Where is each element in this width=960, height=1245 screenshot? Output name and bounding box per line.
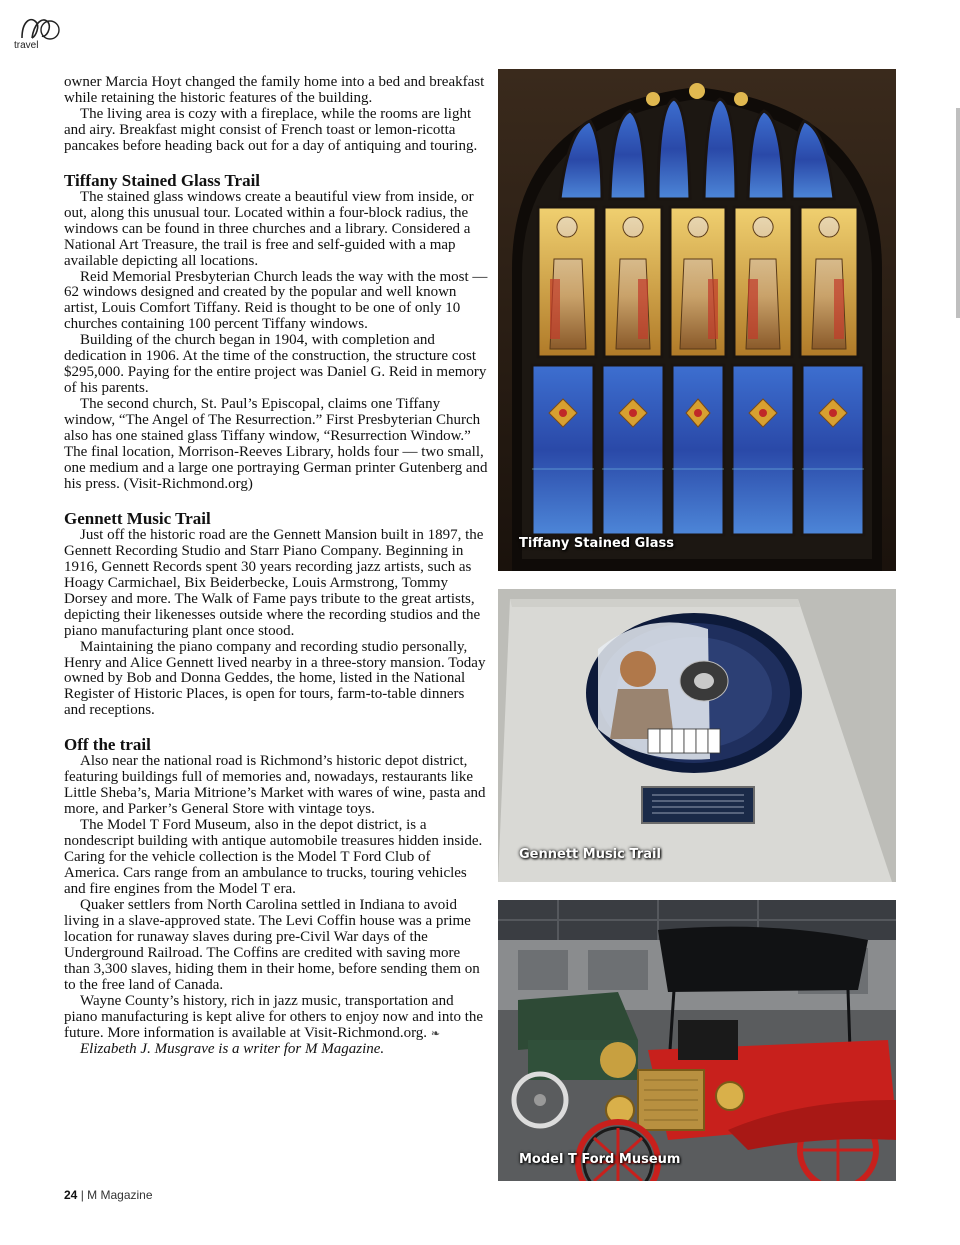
- photo-caption: Gennett Music Trail: [519, 847, 661, 862]
- article-body: [64, 75, 488, 1058]
- section-label: travel: [14, 40, 39, 51]
- body-paragraph: [64, 994, 488, 1043]
- body-paragraph: The second church, St. Paul’s Episcopal, claims one Tiffany window, “The Angel of The Resurrection.” First Presbyterian Church also has one stained glass Tiffany window, “Resurrection Window.” The final location, Morrison-Reeves Library, holds four — two small, one medium and a large one portraying German printer Gutenberg and his press. (Visit-Richmond.org): [64, 396, 488, 492]
- body-paragraph: The stained glass windows create a beautiful view from inside, or out, along this unusual tour. Located within a four-block radius, the windows can be found in three churches and a library. Considered a National Art Treasure, the trail is free and self-guided with a map available depicting all locations.: [64, 188, 474, 269]
- walk-of-fame-illustration: [498, 589, 896, 882]
- section-heading-gennett: Gennett Music Trail: [64, 508, 211, 528]
- page-number: 24: [64, 1188, 78, 1202]
- section-heading-tiffany: Tiffany Stained Glass Trail: [64, 170, 261, 190]
- photo-tiffany-stained-glass: [498, 69, 896, 571]
- intro-paragraph: owner Marcia Hoyt changed the family home into a bed and breakfast while retaining the historic features of the building.: [64, 74, 485, 106]
- photo-model-t-ford-museum: [498, 900, 896, 1181]
- photo-caption: Tiffany Stained Glass: [519, 536, 674, 551]
- body-paragraph: Reid Memorial Presbyterian Church leads the way with the most — 62 windows designed and created by the popular and well known artist, Louis Comfort Tiffany. Reid is thought to be one of only 10 churches containing 100 percent Tiffany windows.: [64, 268, 488, 333]
- body-paragraph: Building of the church began in 1904, with completion and dedication in 1906. At the time of the construction, the structure cost $295,000. Paying for the entire project was Daniel G. Reid in memory of his parents.: [64, 332, 487, 397]
- body-paragraph: The Model T Ford Museum, also in the depot district, is a nondescript building with antique automobile treasures hidden inside. Caring for the vehicle collection is the Model T Ford Club of America. Cars range from an ambulance to trucks, touring vehicles and fire engines from the Model T era.: [64, 817, 483, 897]
- page-edge-divider: [956, 108, 960, 318]
- photo-gennett-music-trail: [498, 589, 896, 882]
- closing-text: Wayne County’s history, rich in jazz music, transportation and piano manufacturing is kept alive for others to enjoy now and into the future. More information is available at Visit-Richmond.org.: [64, 992, 484, 1041]
- section-heading-off-trail: Off the trail: [64, 735, 151, 755]
- body-paragraph: Also near the national road is Richmond’s historic depot district, featuring buildings full of memories and, nowadays, restaurants like Little Sheba’s, Maria Mitrione’s Market with wares of wine, pasta and more, and Parker’s General Store with vintage toys.: [64, 753, 486, 818]
- body-paragraph: Just off the historic road are the Gennett Mansion built in 1897, the Gennett Recording Studio and Starr Piano Company. Beginning in 1916, Gennett Records spent 30 years recording jazz artists, such as Hoagy Carmichael, Bix Beiderbecke, Louis Armstrong, Tommy Dorsey and more. The Walk of Fame pays tribute to the great artists, depicting their likenesses outside where the recording studios and the piano manufacturing plant once stood.: [64, 526, 484, 639]
- page-footer: [64, 1188, 153, 1202]
- stained-glass-illustration: [498, 69, 896, 571]
- footer-separator: |: [80, 1188, 84, 1202]
- intro-paragraph: The living area is cozy with a fireplace, while the rooms are light and airy. Breakfast might consist of French toast or lemon-ricotta pancakes before heading back out for a day of antiquing and touring.: [64, 105, 478, 154]
- photo-caption: Model T Ford Museum: [519, 1152, 681, 1167]
- model-t-car-illustration: [498, 900, 896, 1181]
- publication-name: M Magazine: [87, 1188, 153, 1202]
- body-paragraph: Maintaining the piano company and recording studio personally, Henry and Alice Gennett lived nearby in a three-story mansion. Today owned by Bob and Donna Geddes, the home, listed in the National Register of Historic Places, is open for tours, farm-to-table dinners and receptions.: [64, 638, 486, 719]
- body-paragraph: Quaker settlers from North Carolina settled in Indiana to avoid living in a slave-approved state. The Levi Coffin house was a prime location for runaway slaves during pre-Civil War days of the Underground Railroad. The Coffins are credited with saving more than 3,300 slaves, hiding them in their home, before sending them on to the free land of Canada.: [64, 896, 480, 993]
- author-byline: Elizabeth J. Musgrave is a writer for M Magazine.: [80, 1041, 385, 1058]
- end-mark-icon: ❧: [430, 1027, 441, 1040]
